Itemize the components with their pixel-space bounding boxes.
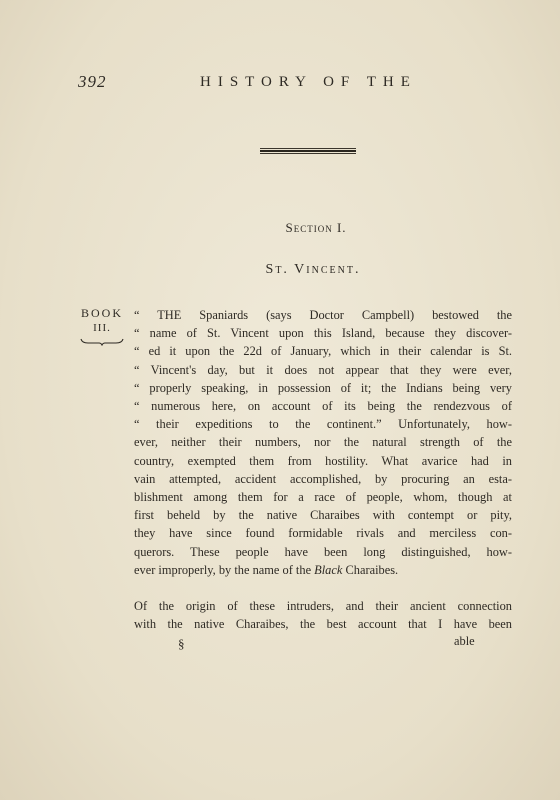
running-head: HISTORY OF THE <box>200 74 417 90</box>
text-line: Of the origin of these intruders, and their ancient connection <box>134 599 512 614</box>
text-line: with the native Charaibes, the best account that I have been <box>134 617 512 632</box>
text-line: blishment among them for a race of people, whom, though at <box>134 490 512 505</box>
text-line: “ Vincent's day, but it does not appear that they were ever, <box>134 362 512 377</box>
text-line: “ numerous here, on account of its being the rendezvous of <box>134 399 512 414</box>
text-line: ever, neither their numbers, nor the natural strength of the <box>134 435 512 450</box>
text-line: vain attempted, accident accomplished, by procuring an esta- <box>134 471 512 486</box>
text-fragment: ever improperly, by the name of the <box>134 562 315 577</box>
signature-mark: § <box>178 636 185 651</box>
text-line: “ their expeditions to the continent.” Unfortunately, how- <box>134 417 512 432</box>
text-line: “ properly speaking, in possession of it; the Indians being very <box>134 380 512 395</box>
text-fragment: Charaibes. <box>342 562 399 577</box>
italic-word: Black <box>314 562 343 577</box>
text-line-last <box>134 561 512 579</box>
body-text <box>134 306 512 633</box>
book-label: BOOK <box>80 306 123 320</box>
ornamental-rule <box>260 148 356 154</box>
text-line: querors. These people have been long distinguished, how- <box>134 544 512 559</box>
page-number: 392 <box>78 72 107 91</box>
brace-ornament-icon <box>80 338 124 346</box>
text-line: first beheld by the native Charaibes with contempt or pity, <box>134 508 512 523</box>
text-line: country, exempted them from hostility. What avarice had in <box>134 453 512 468</box>
text-line: they have since found formidable rivals and merciless con- <box>134 526 512 541</box>
section-heading: Section I. <box>285 220 347 235</box>
paragraph-2 <box>134 597 512 633</box>
book-volume: III. <box>93 322 111 334</box>
subject-heading: St. Vincent. <box>265 262 361 277</box>
text-line: “ name of St. Vincent upon this Island, because they discover- <box>134 326 512 341</box>
text-line: “ THE Spaniards (says Doctor Campbell) bestowed the <box>134 308 512 322</box>
text-line: “ ed it upon the 22d of January, which in their calendar is St. <box>134 344 512 359</box>
paragraph-1 <box>134 306 512 579</box>
catchword: able <box>454 634 475 648</box>
margin-book-marker <box>74 306 130 346</box>
